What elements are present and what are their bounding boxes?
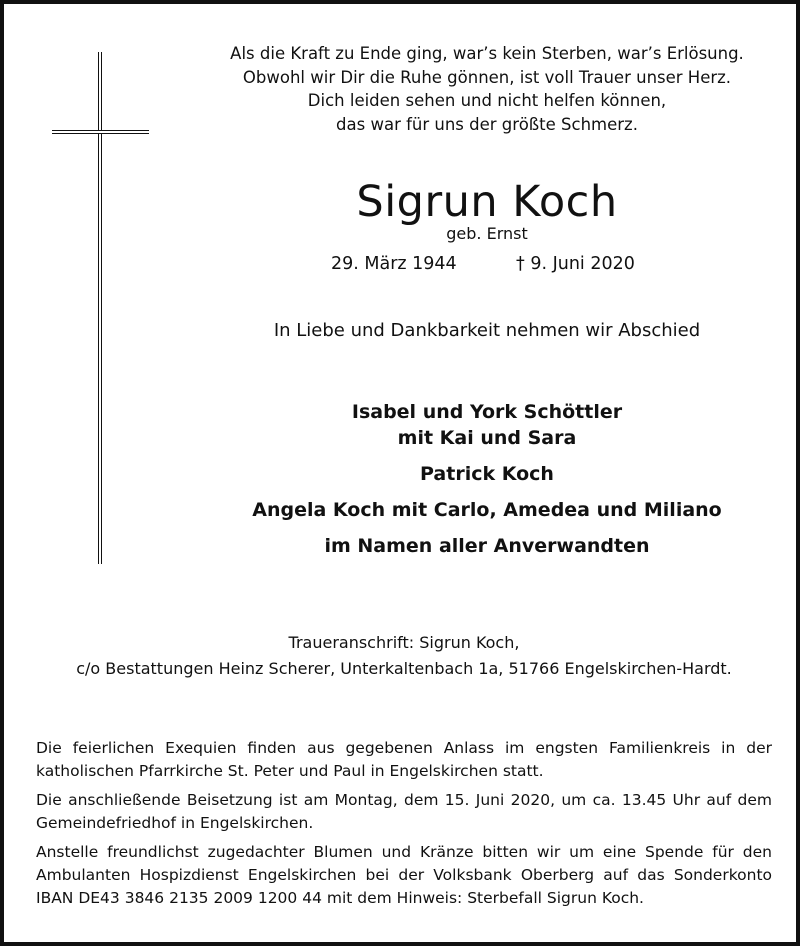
poem-line: Als die Kraft zu Ende ging, war’s kein Sterben, war’s Erlösung. bbox=[230, 44, 744, 63]
funeral-notes bbox=[36, 737, 772, 916]
birth-name: geb. Ernst bbox=[446, 224, 528, 243]
mourner-line: Isabel und York Schöttler bbox=[351, 401, 623, 423]
poem-line: Obwohl wir Dir die Ruhe gönnen, ist voll Trauer unser Herz. bbox=[242, 67, 732, 87]
mourner-line: Angela Koch mit Carlo, Amedea und Miliano bbox=[252, 499, 722, 521]
mourner-line: mit Kai und Sara bbox=[397, 427, 577, 449]
address-line: c/o Bestattungen Heinz Scherer, Unterkaltenbach 1a, 51766 Engelskirchen-Hardt. bbox=[76, 659, 732, 678]
poem-line: Dich leiden sehen und nicht helfen können, bbox=[307, 91, 667, 110]
cross-icon bbox=[98, 52, 102, 564]
mourner-line: Patrick Koch bbox=[420, 463, 554, 485]
poem-line: das war für uns der größte Schmerz. bbox=[336, 114, 638, 134]
farewell-line: In Liebe und Dankbarkeit nehmen wir Abschied bbox=[273, 320, 701, 341]
poem bbox=[204, 42, 770, 136]
condolence-address bbox=[44, 630, 764, 682]
note-paragraph: Die feierlichen Exequien finden aus gegebenen Anlass im engsten Familienkreis in der katholischen Pfarrkirche St. Peter und Paul in Engelskirchen statt. bbox=[36, 739, 772, 780]
note-paragraph: Die anschließende Beisetzung ist am Montag, dem 15. Juni 2020, um ca. 13.45 Uhr auf dem Gemeindefriedhof in Engelskirchen. bbox=[36, 791, 772, 832]
deceased-name: Sigrun Koch bbox=[356, 177, 618, 227]
mourner-line: im Namen aller Anverwandten bbox=[324, 535, 650, 557]
note-paragraph: Anstelle freundlichst zugedachter Blumen und Kränze bitten wir um eine Spende für den Ambulanten Hospizdienst Engelskirchen bei der Volksbank Oberberg auf das Sonderkonto IBAN DE43 3846 2135 2009 1200 44 mit dem Hinweis: Sterbefall Sigrun Koch. bbox=[36, 843, 772, 907]
mourners-list bbox=[204, 399, 770, 559]
death-date: † 9. Juni 2020 bbox=[516, 254, 635, 274]
birth-date: 29. März 1944 bbox=[331, 254, 457, 274]
cross-icon-bar bbox=[52, 130, 149, 134]
address-line: Traueranschrift: Sigrun Koch, bbox=[288, 633, 520, 652]
